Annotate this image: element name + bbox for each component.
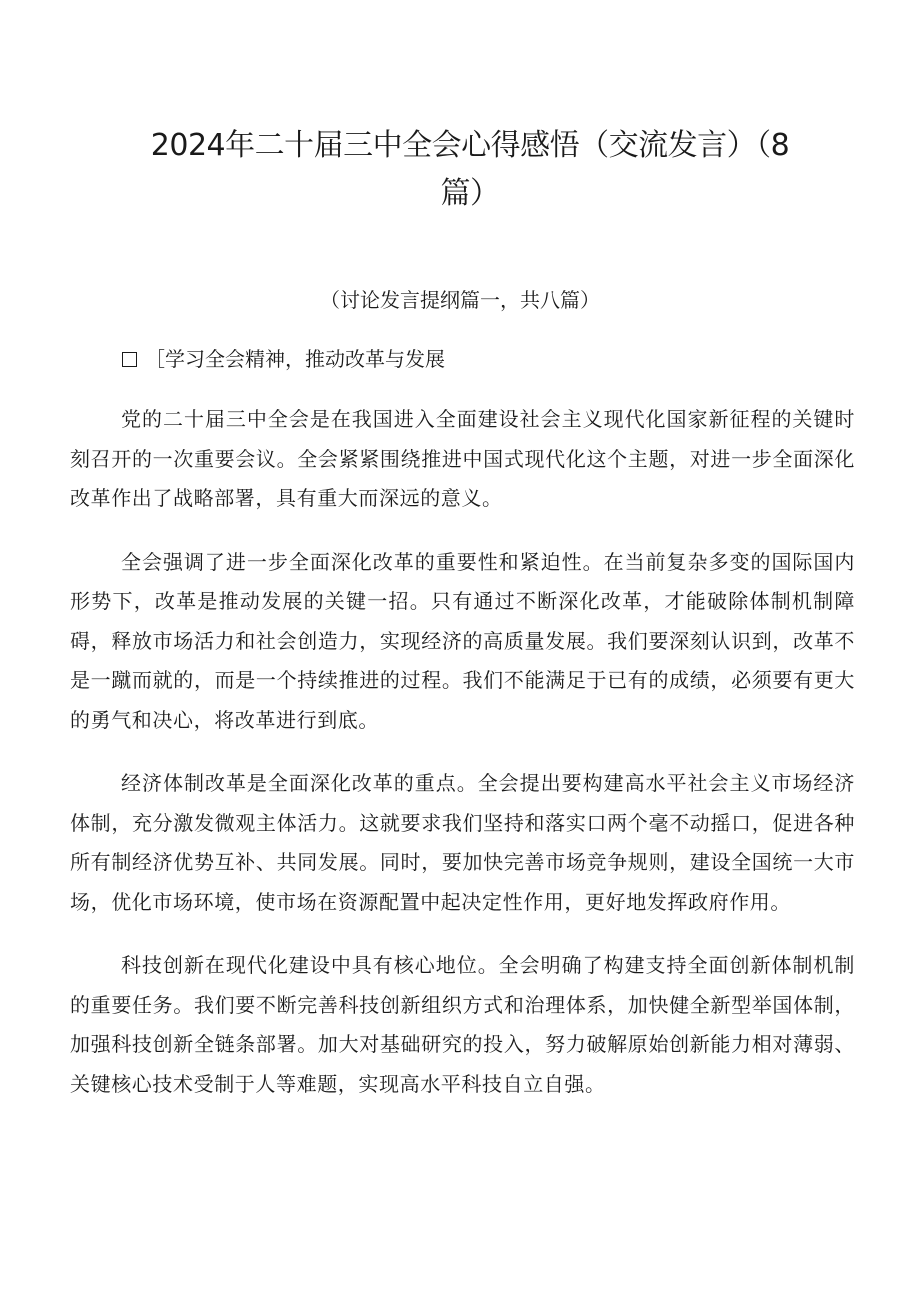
checkbox-icon <box>122 352 137 367</box>
title-line-1: 2024年二十届三中全会心得感悟（交流发言）（8 <box>150 128 790 163</box>
paragraph: 党的二十届三中全会是在我国进入全面建设社会主义现代化国家新征程的关键时刻召开的一次重要会议。全会紧紧围绕推进中国式现代化这个主题，对进一步全面深化改革作出了战略部署，具有重大而深远的意义。 <box>70 407 855 510</box>
document-title <box>120 122 820 218</box>
title-line-2: 篇） <box>440 176 500 211</box>
document-subtitle: （讨论发言提纲篇一，共八篇） <box>320 288 600 312</box>
paragraph: 经济体制改革是全面深化改革的重点。全会提出要构建高水平社会主义市场经济体制，充分激发微观主体活力。这就要求我们坚持和落实口两个毫不动摇口，促进各种所有制经济优势互补、共同发展。同时，要加快完善市场竞争规则，建设全国统一大市场，优化市场环境，使市场在资源配置中起决定性作用，更好地发挥政府作用。 <box>70 771 855 914</box>
section-heading <box>122 343 445 375</box>
paragraph: 科技创新在现代化建设中具有核心地位。全会明确了构建支持全面创新体制机制的重要任务。我们要不断完善科技创新组织方式和治理体系，加快健全新型举国体制，加强科技创新全链条部署。加大对基础研究的投入，努力破解原始创新能力相对薄弱、关键核心技术受制于人等难题，实现高水平科技自立自强。 <box>70 953 855 1096</box>
paragraph: 全会强调了进一步全面深化改革的重要性和紧迫性。在当前复杂多变的国际国内形势下，改革是推动发展的关键一招。只有通过不断深化改革，才能破除体制机制障碍，释放市场活力和社会创造力，实现经济的高质量发展。我们要深刻认识到，改革不是一蹴而就的，而是一个持续推进的过程。我们不能满足于已有的成绩，必须要有更大的勇气和决心，将改革进行到底。 <box>70 549 855 732</box>
section-heading-text: ［学习全会精神，推动改革与发展 <box>145 347 445 371</box>
document-body <box>70 400 855 1128</box>
